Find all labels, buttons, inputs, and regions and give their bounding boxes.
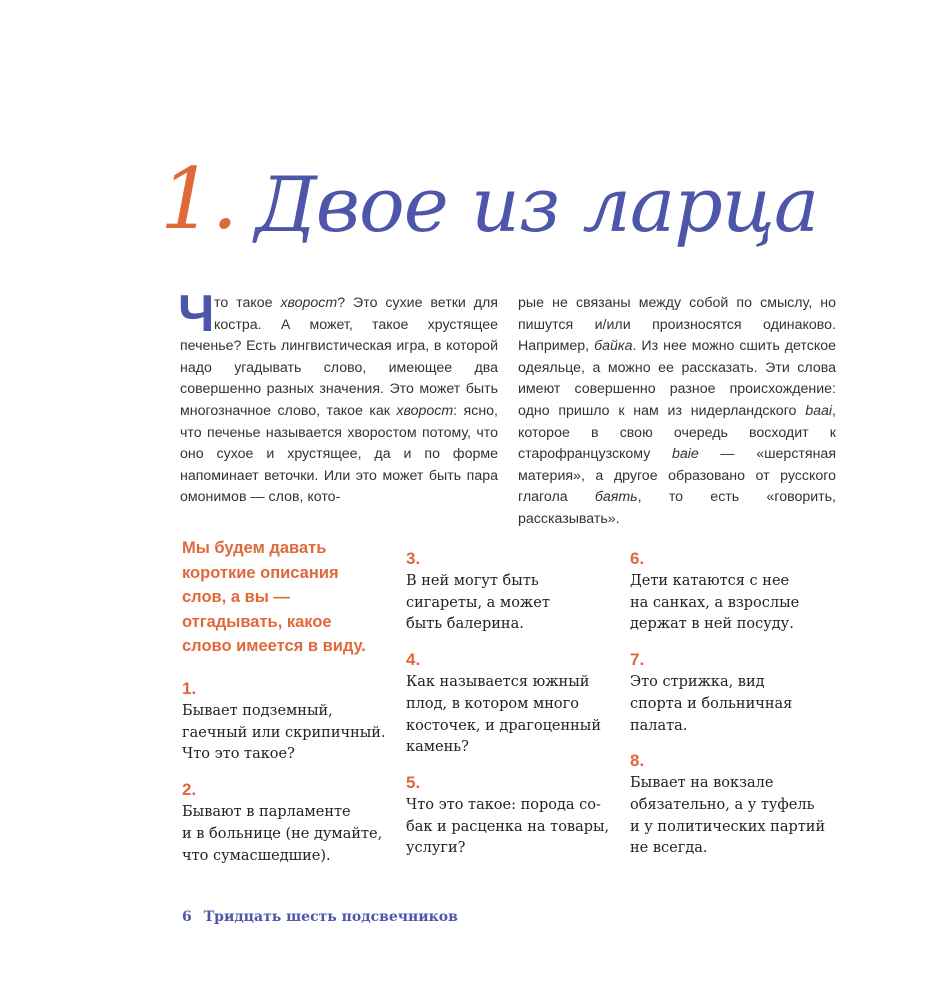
question-text: Что это такое: порода со- бак и расценка на товары, услуги? bbox=[406, 796, 610, 857]
intro-column-left bbox=[178, 285, 498, 509]
italic-term: хворост bbox=[396, 402, 454, 419]
question-number: 8. bbox=[630, 751, 645, 771]
question-item bbox=[406, 648, 621, 759]
drop-cap: Ч bbox=[178, 285, 215, 343]
question-number: 1. bbox=[182, 679, 197, 698]
intro-paragraph-left bbox=[178, 285, 498, 509]
text-run: , которое в свою очередь восходит к старофранцузскому bbox=[518, 402, 836, 463]
page-footer bbox=[182, 909, 458, 925]
intro-paragraph-right bbox=[518, 293, 836, 531]
question-item bbox=[182, 677, 397, 766]
questions-column-3 bbox=[630, 547, 845, 872]
text-run: то такое bbox=[214, 295, 281, 311]
chapter-title bbox=[160, 150, 900, 280]
question-text: В ней могут быть сигареты, а может быть балерина. bbox=[406, 573, 550, 633]
intro-column-right bbox=[518, 293, 836, 531]
italic-term: baie bbox=[671, 446, 699, 463]
question-number: 2. bbox=[182, 780, 197, 800]
question-item bbox=[630, 547, 845, 636]
questions-column-2 bbox=[406, 547, 621, 872]
question-number: 6. bbox=[630, 549, 645, 568]
italic-term: baai bbox=[805, 402, 833, 419]
question-text: Бывает подземный, гаечный или скрипичный. Что это такое? bbox=[182, 703, 386, 763]
chapter-number: 1. bbox=[160, 150, 237, 248]
question-text: Это стрижка, вид спорта и больничная палата. bbox=[630, 674, 793, 734]
instructions-lead: Мы будем давать короткие описания слов, а вы — отгадывать, какое слово имеется в виду. bbox=[182, 539, 366, 655]
question-number: 7. bbox=[630, 650, 645, 670]
question-item bbox=[182, 778, 397, 867]
text-run: рые не связаны между собой по смыслу, но пишутся и/или произносятся одинаково. Например, bbox=[518, 295, 836, 355]
question-item bbox=[630, 749, 845, 860]
running-title: Тридцать шесть подсвечников bbox=[203, 909, 458, 925]
question-number: 5. bbox=[406, 772, 421, 792]
question-number: 3. bbox=[406, 549, 421, 568]
page-number: 6 bbox=[182, 909, 192, 925]
question-text: Дети катаются с нее на санках, а взрослые держат в ней посуду. bbox=[630, 573, 800, 633]
questions-column-1 bbox=[182, 677, 397, 879]
text-run: . Из нее можно сшить детское одеяльце, а можно ее рассказать. Эти слова имеют совершенно разное происхождение: одно пришло к нам из нидерландского bbox=[518, 338, 836, 419]
question-number: 4. bbox=[406, 650, 421, 670]
chapter-name: Двое из ларца bbox=[255, 160, 819, 249]
text-run: ? Это сухие ветки для костра. А может, такое хрустящее печенье? Есть лингвистическая игра, в которой надо угадывать слово, имеющее два совершенно разных значения. Это может быть многозначное слово, такое как bbox=[180, 295, 498, 419]
text-run: : ясно, что печенье называется хворостом потому, что оно сухое и хрустящее, да и по форме напоминает веточки. Или это может быть пара омонимов — слов, кото- bbox=[180, 402, 498, 506]
question-text: Бывает на вокзале обязательно, а у туфель и у политических партий не всегда. bbox=[630, 775, 826, 857]
question-text: Бывают в парламенте и в больнице (не думайте, что сумасшедшие). bbox=[182, 804, 383, 864]
text-run: , то есть «говорить, рассказывать». bbox=[518, 489, 836, 527]
italic-term: байка bbox=[594, 338, 633, 355]
italic-term: баять bbox=[594, 489, 638, 506]
italic-term: хворост bbox=[280, 295, 338, 311]
question-text: Как называется южный плод, в котором много косточек, и драгоценный камень? bbox=[406, 674, 602, 756]
question-item bbox=[406, 547, 621, 636]
question-item bbox=[406, 771, 621, 860]
question-item bbox=[630, 648, 845, 737]
text-run: — «шерстяная материя», а другое образовано от русского глагола bbox=[518, 446, 836, 506]
